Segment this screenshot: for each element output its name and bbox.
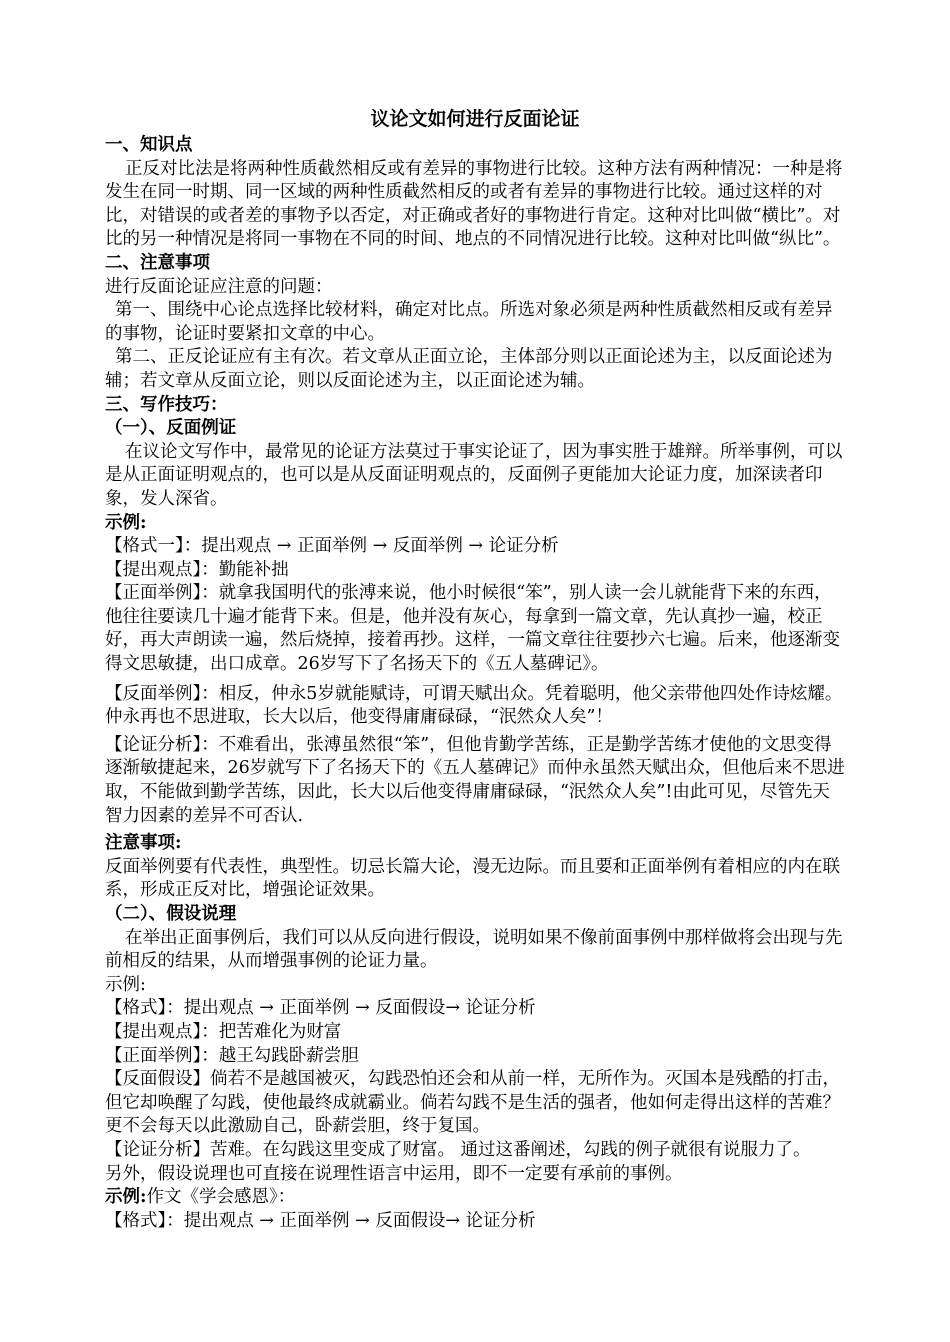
example-positive-2: 【正面举例】：越王勾践卧薪尝胆	[105, 1045, 359, 1066]
example-format-2: 【格式】：提出观点 → 正面举例 → 反面假设→ 论证分析	[105, 998, 536, 1019]
example-format-3: 【格式】：提出观点 → 正面举例 → 反面假设→ 论证分析	[105, 1210, 536, 1231]
note-paragraph: 反面举例要有代表性，典型性。切忌长篇大论，漫无边际。而且要和正面举例有着相应的内在联系，形成正反对比，增强论证效果。	[105, 856, 840, 901]
paragraph-notes-second: 第二、正反论证应有主有次。若文章从正面立论，主体部分则以正面论述为主，以反面论述为辅；若文章从反面立论，则以反面论述为主，以正面论述为辅。	[105, 347, 833, 391]
document-page	[105, 104, 845, 1233]
example-point-2: 【提出观点】：把苦难化为财富	[105, 1021, 342, 1042]
example-analysis-2: 【论证分析】苦难。在勾践这里变成了财富。 通过这番阐述，勾践的例子就很有说服力了。	[105, 1139, 811, 1160]
section-heading-techniques: 三、写作技巧：	[105, 394, 228, 415]
example-3-line	[105, 1186, 845, 1210]
section-heading-knowledge: 一、知识点	[105, 135, 193, 155]
example-negative: 【反面举例】：相反，仲永5岁就能赋诗，可谓天赋出众。凭着聪明，他父亲带他四处作诗炫耀。仲永再也不思进取，长大以后，他变得庸庸碌碌，“泯然众人矣”！	[105, 683, 843, 728]
paragraph-hypothesis: 在举出正面事例后，我们可以从反向进行假设，说明如果不像前面事例中那样做将会出现与先前相反的结果，从而增强事例的论证力量。	[105, 927, 843, 972]
example-analysis: 【论证分析】：不难看出，张溥虽然很“笨”，但他肯勤学苦练，正是勤学苦练才使他的文思变得逐渐敏捷起来，26岁就写下了名扬天下的《五人墓碑记》而仲永虽然天赋出众，但他后来不思进取，不能做到勤学苦练，因此，长大以后他变得庸庸碌碌，“泯然众人矣”!由此可见，尽管先天智力因素的差异不可否认.	[105, 734, 845, 826]
paragraph-notes-first: 第一、围绕中心论点选择比较材料，确定对比点。所选对象必须是两种性质截然相反或有差异的事物，论证时要紧扣文章的中心。	[105, 300, 833, 344]
example-text-3: 作文《学会感恩》：	[146, 1187, 296, 1208]
example-format: 【格式一】：提出观点 → 正面举例 → 反面举例 → 论证分析	[105, 536, 559, 557]
example-label-3: 示例:	[105, 1187, 147, 1208]
paragraph-negative-example: 在议论文写作中，最常见的论证方法莫过于事实论证了，因为事实胜于雄辩。所举事例，可以是从正面证明观点的，也可以是从反面证明观点的，反面例子更能加大论证力度，加深读者印象，发人深省。	[105, 441, 843, 509]
paragraph-knowledge: 正反对比法是将两种性质截然相反或有差异的事物进行比较。这种方法有两种情况：一种是将发生在同一时期、同一区域的两种性质截然相反的或者有差异的事物进行比较。通过这样的对比，对错误的或者差的事物予以否定，对正确或者好的事物进行肯定。这种对比叫做“横比”。对比的另一种情况是将同一事物在不同的时间、地点的不同情况进行比较。这种对比叫做“纵比”。	[105, 158, 843, 250]
example-point: 【提出观点】：勤能补拙	[105, 559, 289, 580]
example-hypothesis-2: 【反面假设】倘若不是越国被灭，勾践恐怕还会和从前一样，无所作为。灭国本是残酷的打击，但它却唤醒了勾践，使他最终成就霸业。倘若勾践不是生活的强者，他如何走得出这样的苦难？更不会每天以此激励自己，卧薪尝胆，终于复国。	[105, 1069, 840, 1137]
example-label-2: 示例:	[105, 974, 146, 995]
note-heading: 注意事项:	[105, 833, 182, 854]
example-positive: 【正面举例】：就拿我国明代的张溥来说，他小时候很“笨”，别人读一会儿就能背下来的东西，他往往要读几十遍才能背下来。但是，他并没有灰心，每拿到一篇文章，先认真抄一遍，校正好，再大声朗读一遍，然后烧掉，接着再抄。这样，一篇文章往往要抄六七遍。后来，他逐渐变得文思敏捷，出口成章。26岁写下了名扬天下的《五人墓碑记》。	[105, 583, 840, 675]
section-heading-notes: 二、注意事项	[105, 252, 210, 273]
example-label: 示例:	[105, 512, 147, 533]
page-title: 议论文如何进行反面论证	[370, 108, 580, 130]
subheading-hypothesis: （二）、假设说理	[105, 904, 237, 924]
subheading-negative-example: （一）、反面例证	[105, 418, 237, 439]
paragraph-notes-intro: 进行反面论证应注意的问题：	[105, 276, 333, 297]
paragraph-extra: 另外，假设说理也可直接在说理性语言中运用，即不一定要有承前的事例。	[105, 1163, 683, 1184]
